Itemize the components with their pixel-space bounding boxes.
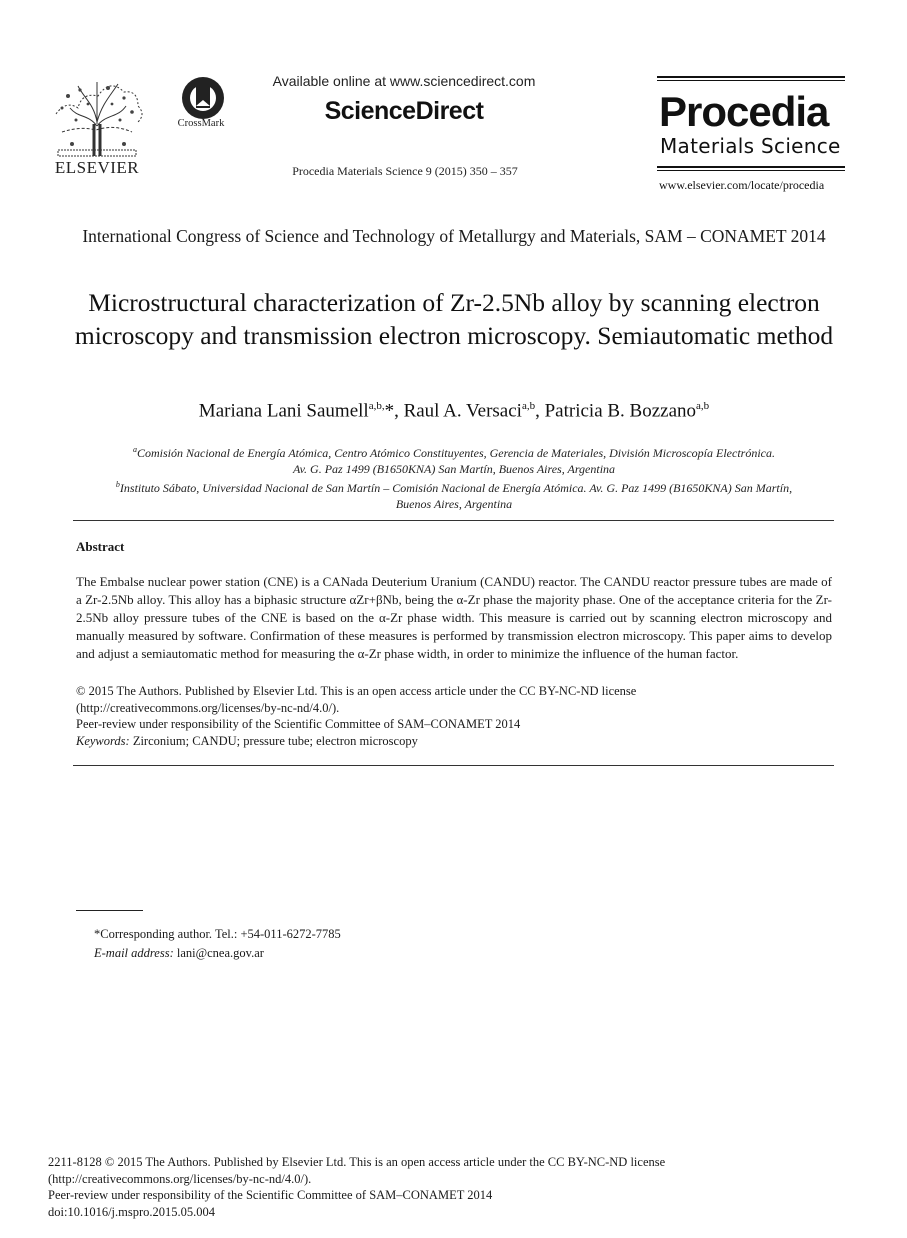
footnote: [94, 925, 341, 963]
paper-title: Microstructural characterization of Zr-2.5Nb alloy by scanning electron microscopy and transmission electron microscopy. Semiautomatic method: [74, 288, 834, 350]
footer-peer-review: Peer-review under responsibility of the Scientific Committee of SAM–CONAMET 2014: [48, 1188, 493, 1202]
sciencedirect-wordmark: ScienceDirect: [324, 97, 484, 125]
journal-brand: [657, 76, 845, 194]
page-footer: [48, 1154, 868, 1220]
conference-name: International Congress of Science and Technology of Metallurgy and Materials, SAM – CONAMET 2014: [82, 226, 826, 246]
license-statement: © 2015 The Authors. Published by Elsevier Ltd. This is an open access article under the CC BY-NC-ND license: [76, 684, 637, 698]
author-name: Raul A. Versaci: [403, 400, 522, 422]
corresponding-author-note: *Corresponding author. Tel.: +54-011-6272-7785: [94, 927, 341, 941]
footer-doi[interactable]: doi:10.1016/j.mspro.2015.05.004: [48, 1204, 216, 1219]
affiliations: [70, 442, 838, 512]
author-separator: ,: [394, 400, 404, 422]
brand-rule-bottom-thin: [657, 170, 845, 171]
journal-url-link[interactable]: www.elsevier.com/locate/procedia: [659, 178, 825, 192]
available-online-text[interactable]: Available online at www.sciencedirect.com: [272, 73, 536, 89]
journal-brand-subtitle: Materials Science: [660, 134, 841, 158]
elsevier-wordmark: ELSEVIER: [54, 158, 140, 177]
keywords-line: [76, 733, 832, 750]
footer-license-link[interactable]: (http://creativecommons.org/licenses/by-nc-nd/4.0/).: [48, 1171, 312, 1186]
brand-rule-top-thin: [657, 80, 845, 81]
footnote-rule: [76, 910, 143, 911]
author-affil-sup: a,b: [521, 400, 536, 412]
affiliation-label: b: [115, 480, 120, 489]
divider-bottom: [73, 765, 834, 766]
brand-rule-top: [657, 76, 845, 78]
footer-issn-license: 2211-8128 © 2015 The Authors. Published by Elsevier Ltd. This is an open access article under the CC BY-NC-ND license: [48, 1155, 666, 1169]
affiliation-label: a: [132, 445, 137, 454]
abstract-license-block: [76, 683, 832, 749]
author-list: [80, 400, 828, 422]
author-affil-sup: a,b,: [368, 400, 385, 412]
abstract-heading: Abstract: [76, 539, 125, 554]
peer-review-statement: Peer-review under responsibility of the Scientific Committee of SAM–CONAMET 2014: [76, 717, 521, 731]
keywords-list: Zirconium; CANDU; pressure tube; electron microscopy: [132, 733, 418, 748]
email-address[interactable]: lani@cnea.gov.ar: [176, 946, 264, 960]
author-name: Mariana Lani Saumell: [198, 400, 369, 422]
brand-rule-bottom: [657, 166, 845, 168]
email-label: E-mail address:: [94, 946, 174, 960]
divider-top: [73, 520, 834, 521]
affiliation-b: $^b$Instituto Sábato, Universidad Nacional de San Martín – Comisión Nacional de Energía Atómica. Av. G. Paz 1499 (B1650KNA) San Martín,: [115, 480, 793, 495]
corresponding-marker: *: [384, 400, 395, 422]
journal-brand-title: Procedia: [659, 88, 829, 135]
affiliation-a-line2: Av. G. Paz 1499 (B1650KNA) San Martín, Buenos Aires, Argentina: [292, 461, 616, 476]
affiliation-b-line2: Buenos Aires, Argentina: [395, 496, 513, 511]
email-line: [94, 944, 341, 963]
journal-citation: Procedia Materials Science 9 (2015) 350 – 357: [292, 164, 518, 178]
author-separator: ,: [535, 400, 545, 422]
keywords-label: Keywords:: [76, 733, 130, 748]
affiliation-a: $^a$Comisión Nacional de Energía Atómica, Centro Atómico Constituyentes, Gerencia de Materiales, División Microscopía Electrónica.: [132, 445, 775, 460]
elsevier-tree-icon: [48, 74, 146, 158]
abstract-body: The Embalse nuclear power station (CNE) is a CANada Deuterium Uranium (CANDU) reactor. The CANDU reactor pressure tubes are made of a Zr-2.5Nb alloy. This alloy has a biphasic structure αZr+βNb, being the α-Zr phase the majority phase. One of the acceptance criteria for the Zr-2.5Nb alloy pressure tubes of the CNE is based on the α-Zr phase width. This measure is carried out by scanning electron microscopy and manually measured by software. Confirmation of these measures is performed by transmission electron microscopy. This paper aims to develop and adjust a semiautomatic method for measuring the α-Zr phase width, in order to minimize the influence of the human factor.: [76, 574, 832, 661]
author-affil-sup: a,b: [696, 400, 710, 412]
author-name: Patricia B. Bozzano: [544, 400, 697, 422]
crossmark-label: CrossMark: [177, 118, 225, 129]
license-link[interactable]: (http://creativecommons.org/licenses/by-nc-nd/4.0/).: [76, 700, 340, 715]
crossmark-icon: [174, 76, 232, 120]
